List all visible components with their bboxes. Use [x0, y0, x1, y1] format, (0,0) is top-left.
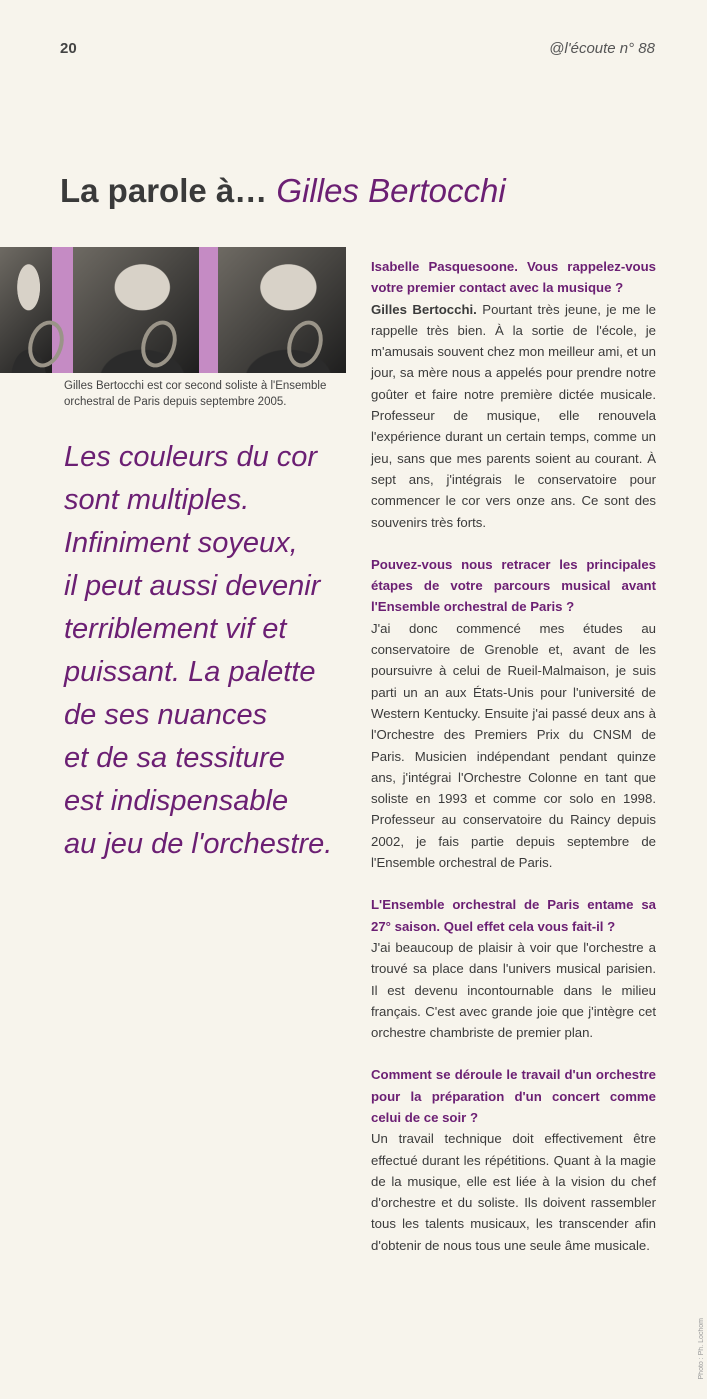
interview-question: L'Ensemble orchestral de Paris entame sa 27° saison. Quel effet cela vous fait-il ?	[371, 897, 656, 934]
horn-icon	[22, 316, 69, 372]
interview-section	[371, 256, 656, 533]
answer-text: Pourtant très jeune, je me le rappelle très bien. À la sortie de l'école, je m'amusais souvent chez mon meilleur ami, et un jour, sa mère nous a appelés pour prendre notre goûter et faire notre première dictée musicale. Professeur de musique, elle renouvela l'expérience durant un certain temps, comme un jeu, sans que mes parents soient au courant. À sept ans, j'intégrais le conservatoire pour commencer le cor vers onze ans. Ce sont des souvenirs très forts.	[371, 301, 657, 530]
interview-answer: J'ai beaucoup de plaisir à voir que l'orchestre a trouvé sa place dans l'univers musical parisien. Il est devenu incontournable dans le milieu français. C'est avec grande joie que j'intègre cet orchestre chambriste de premier plan.	[371, 939, 656, 1041]
interview-answer	[371, 299, 656, 533]
interview-section	[371, 894, 656, 1043]
portrait-photo	[73, 247, 199, 373]
interview-question: Comment se déroule le travail d'un orchestre pour la préparation d'un concert comme celui de ce soir ?	[371, 1067, 656, 1125]
pull-quote	[64, 436, 349, 866]
pull-quote-line: Infiniment soyeux,	[64, 527, 298, 559]
magazine-issue: @l'écoute n° 88	[549, 40, 655, 57]
pull-quote-line: au jeu de l'orchestre.	[64, 828, 333, 860]
pull-quote-line: est indispensable	[64, 785, 289, 817]
pull-quote-line: sont multiples.	[64, 484, 250, 516]
title-lead: La parole à…	[60, 172, 268, 209]
speaker-name: Gilles Bertocchi.	[371, 301, 477, 317]
interview-answer: J'ai donc commencé mes études au conservatoire de Grenoble et, avant de les poursuivre à celui de Rueil-Malmaison, je suis parti un an aux États-Unis pour l'université de Western Kentucky. Ensuite j'ai passé deux ans à l'Orchestre des Premiers Prix du CNSM de Paris. Musicien indépendant pendant quinze ans, j'intégrai l'Orchestre Colonne en tant que soliste en 1993 et comme cor solo en 1998. Professeur au conservatoire du Raincy depuis 2002, je fais partie depuis septembre de l'Ensemble orchestral de Paris.	[371, 620, 656, 871]
interview-section	[371, 1064, 656, 1256]
page-number: 20	[60, 40, 77, 57]
photo-strip	[0, 247, 346, 373]
interview-question: Isabelle Pasquesoone. Vous rappelez-vous votre premier contact avec la musique ?	[371, 259, 656, 296]
interview-answer: Un travail technique doit effectivement être effectué durant les répétitions. Quant à la magie de la musique, elle est liée à la vision du chef d'orchestre et du soliste. Ils doivent rassembler tous les talents musicaux, les transcender afin d'obtenir de nous tous une seule âme musicale.	[371, 1131, 656, 1253]
horn-icon	[136, 316, 183, 372]
page-title	[60, 172, 506, 210]
interview-article	[371, 256, 656, 1277]
interview-section	[371, 554, 656, 873]
pull-quote-line: de ses nuances	[64, 699, 268, 731]
photo-credit: Photo : Ph. Lochom	[698, 1317, 705, 1379]
pull-quote-line: Les couleurs du cor	[64, 441, 318, 473]
portrait-photo	[0, 247, 52, 373]
horn-icon	[282, 316, 329, 372]
photo-caption: Gilles Bertocchi est cor second soliste à l'Ensemble orchestral de Paris depuis septembre 2005.	[64, 380, 327, 408]
portrait-photo	[218, 247, 346, 373]
pull-quote-line: il peut aussi devenir	[64, 570, 321, 602]
pull-quote-line: terriblement vif et	[64, 613, 287, 645]
pull-quote-line: et de sa tessiture	[64, 742, 285, 774]
pull-quote-line: puissant. La palette	[64, 656, 316, 688]
title-name: Gilles Bertocchi	[276, 172, 506, 209]
interview-question: Pouvez-vous nous retracer les principales étapes de votre parcours musical avant l'Ensemble orchestral de Paris ?	[371, 556, 656, 615]
